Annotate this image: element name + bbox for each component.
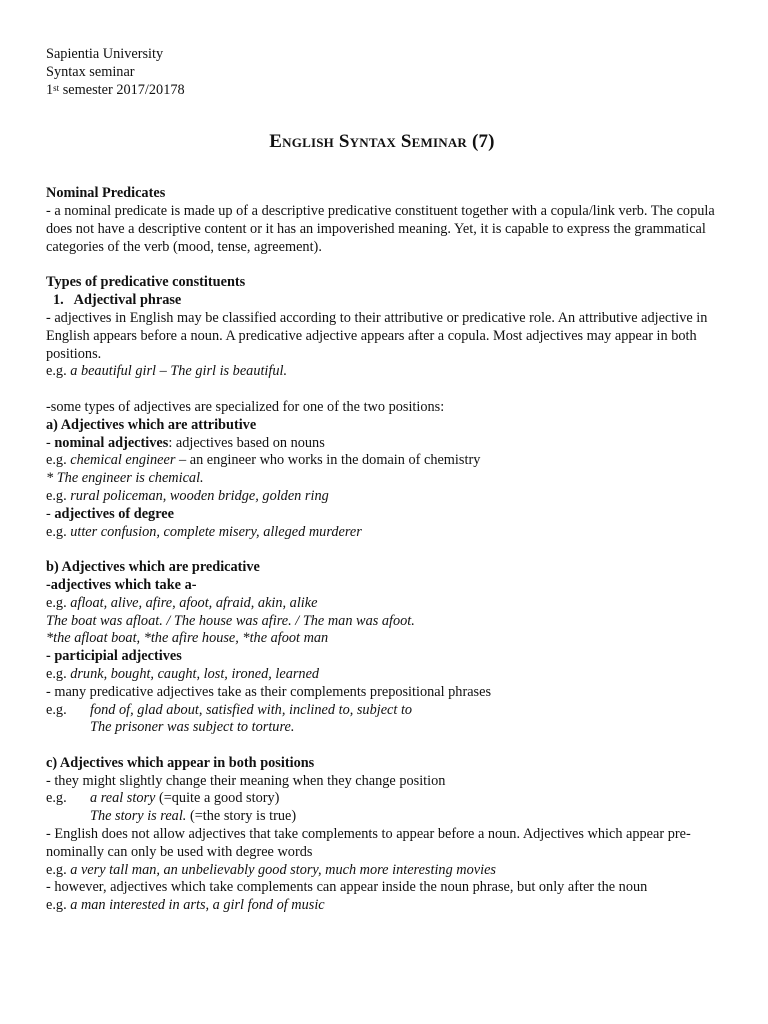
example-line: e.g. utter confusion, complete misery, alleged murderer — [46, 523, 362, 540]
subheading-adjectival-phrase: 1. Adjectival phrase — [53, 292, 182, 309]
paragraph-complements-prenominal: - English does not allow adjectives that take complements to appear before a noun. Adjectives which appear pre-nominally can only be used with degree words — [46, 826, 691, 860]
heading-both-positions: c) Adjectives which appear in both positions — [46, 754, 315, 771]
example-sentences: The boat was afloat. / The house was afire. / The man was afoot. — [46, 612, 415, 629]
paragraph-meaning-change: - they might slightly change their meaning when they change position — [46, 772, 446, 789]
ungrammatical-example: *the afloat boat, *the afire house, *the afoot man — [46, 630, 329, 647]
example-line: e.g. a man interested in arts, a girl fond of music — [46, 897, 325, 914]
page-title: English Syntax Seminar (7) — [269, 131, 495, 153]
degree-adjectives-line: - adjectives of degree — [46, 505, 174, 522]
university-name: Sapientia University — [46, 46, 164, 62]
example-line: e.g. afloat, alive, afire, afoot, afraid, akin, alike — [46, 594, 318, 611]
example-line: e.g. chemical engineer – an engineer who works in the domain of chemistry — [46, 452, 481, 469]
paragraph-postnominal: - however, adjectives which take complements can appear inside the noun phrase, but only after the noun — [46, 879, 648, 896]
section-heading-nominal-predicates: Nominal Predicates — [46, 185, 166, 202]
course-name: Syntax seminar — [46, 63, 135, 80]
heading-attributive: a) Adjectives which are attributive — [46, 416, 257, 433]
example-line: e.g. a very tall man, an unbelievably good story, much more interesting movies — [46, 861, 496, 878]
example-sentence: The prisoner was subject to torture. — [90, 719, 295, 736]
paragraph-prepositional-complements: - many predicative adjectives take as their complements prepositional phrases — [46, 683, 492, 700]
document-header — [46, 46, 718, 99]
heading-predicative: b) Adjectives which are predicative — [46, 559, 260, 576]
paragraph-some-types: -some types of adjectives are specialized for one of the two positions: — [46, 398, 445, 415]
ungrammatical-example: * The engineer is chemical. — [46, 470, 204, 487]
take-a-line: -adjectives which take a- — [46, 576, 197, 593]
section-heading-types: Types of predicative constituents — [46, 274, 246, 291]
example-line: e.g. drunk, bought, caught, lost, ironed, learned — [46, 665, 320, 682]
example-line: The story is real. (=the story is true) — [90, 808, 297, 825]
nominal-adjectives-line: - nominal adjectives: adjectives based on nouns — [46, 434, 325, 451]
example-line: e.g. fond of, glad about, satisfied with, inclined to, subject to — [46, 701, 413, 718]
paragraph-adjective-classification: - adjectives in English may be classified according to their attributive or predicative role. An attributive adjective in English appears before a noun. A predicative adjective appears after a copula. Most adjectives may appear in both positions. — [46, 309, 708, 362]
paragraph-nominal-predicate: - a nominal predicate is made up of a descriptive predicative constituent together with a copula/link verb. The copula does not have a descriptive content or it has an impoverished meaning. Yet, it is capable to express the grammatical categories of the verb (mood, tense, agreement). — [46, 203, 715, 255]
participial-adjectives-line: - participial adjectives — [46, 648, 182, 665]
document-page — [46, 46, 718, 915]
example-line: e.g. rural policeman, wooden bridge, golden ring — [46, 487, 329, 504]
example-line: e.g. a real story (=quite a good story) — [46, 790, 280, 807]
semester-line: 1st semester 2017/20178 — [46, 81, 185, 98]
example-line: e.g. a beautiful girl – The girl is beautiful. — [46, 363, 288, 380]
